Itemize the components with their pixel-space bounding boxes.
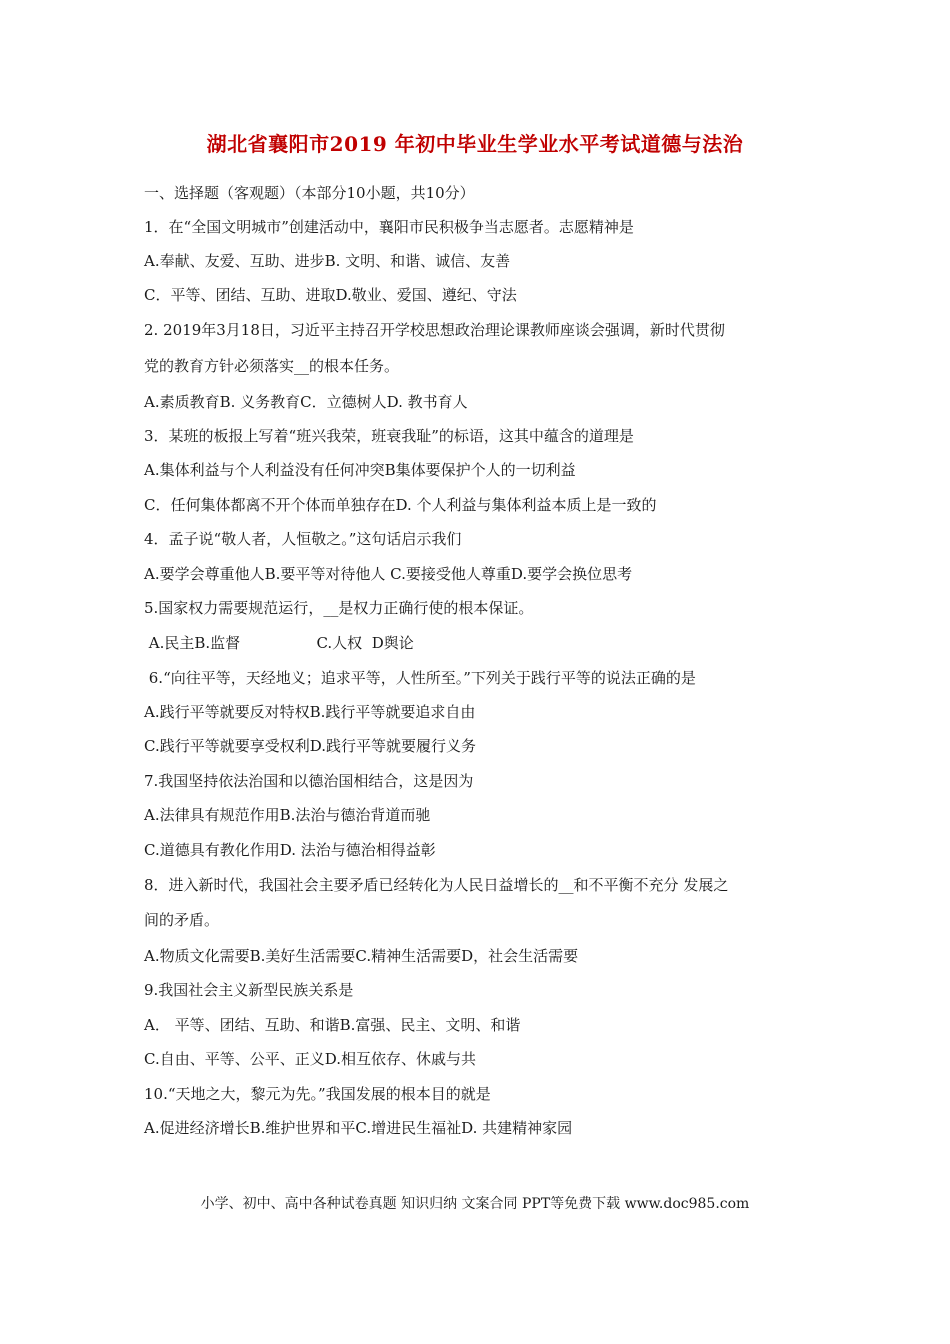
question-5-options: A.民主B.监督 C.人权 D舆论 [144,634,414,652]
question-4-stem: 4．孟子说“敬人者，人恒敬之。”这句话启示我们 [144,530,462,548]
question-1-options-ab: A.奉献、友爱、互助、进步B. 文明、和谐、诚信、友善 [144,252,511,270]
question-1-stem: 1．在“全国文明城市”创建活动中，襄阳市民积极争当志愿者。志愿精神是 [144,218,634,236]
question-9-options-ab: A． 平等、团结、互助、和谐B.富强、民主、文明、和谐 [144,1016,521,1034]
section-heading: 一、选择题（客观题）（本部分10小题，共10分） [144,184,475,202]
question-8-stem-continued: 间的矛盾。 [144,911,220,929]
question-6-stem: 6.“向往平等，天经地义；追求平等，人性所至。”下列关于践行平等的说法正确的是 [144,669,696,687]
question-2-options: A.素质教育B. 义务教育C．立德树人D. 教书育人 [144,393,468,411]
question-6-options-cd: C.践行平等就要享受权利D.践行平等就要履行义务 [144,737,476,755]
question-3-options-ab: A.集体利益与个人利益没有任何冲突B集体要保护个人的一切利益 [144,461,576,479]
question-10-stem: 10.“天地之大，黎元为先。”我国发展的根本目的就是 [144,1085,491,1103]
question-3-stem: 3．某班的板报上写着“班兴我荣，班衰我耻”的标语，这其中蕴含的道理是 [144,427,634,445]
question-6-options-ab: A.践行平等就要反对特权B.践行平等就要追求自由 [144,703,476,721]
question-1-options-cd: C．平等、团结、互助、进取D.敬业、爱国、遵纪、守法 [144,286,517,304]
question-4-options: A.要学会尊重他人B.要平等对待他人 C.要接受他人尊重D.要学会换位思考 [144,565,633,583]
question-2-stem: 2. 2019年3月18日，习近平主持召开学校思想政治理论课教师座谈会强调，新时代贯彻 [144,321,725,339]
question-9-stem: 9.我国社会主义新型民族关系是 [144,981,354,999]
question-7-options-cd: C.道德具有教化作用D. 法治与德治相得益彰 [144,841,436,859]
page-title: 湖北省襄阳市2019 年初中毕业生学业水平考试道德与法治 [206,132,744,156]
question-5-stem: 5.国家权力需要规范运行，__是权力正确行使的根本保证。 [144,599,534,617]
question-10-options: A.促进经济增长B.维护世界和平C.增进民生福祉D. 共建精神家园 [144,1119,573,1137]
question-3-options-cd: C．任何集体都离不开个体而单独存在D. 个人利益与集体利益本质上是一致的 [144,496,657,514]
question-7-stem: 7.我国坚持依法治国和以德治国相结合，这是因为 [144,772,474,790]
footer-note: 小学、初中、高中各种试卷真题 知识归纳 文案合同 PPT等免费下载 www.doc985.com [200,1196,750,1212]
question-9-options-cd: C.自由、平等、公平、正义D.相互依存、休戚与共 [144,1050,476,1068]
question-8-stem: 8．进入新时代，我国社会主要矛盾已经转化为人民日益增长的__和不平衡不充分 发展之 [144,876,729,894]
question-8-options: A.物质文化需要B.美好生活需要C.精神生活需要D，社会生活需要 [144,947,579,965]
question-7-options-ab: A.法律具有规范作用B.法治与德治背道而驰 [144,806,431,824]
question-2-stem-continued: 党的教育方针必须落实__的根本任务。 [144,357,400,375]
